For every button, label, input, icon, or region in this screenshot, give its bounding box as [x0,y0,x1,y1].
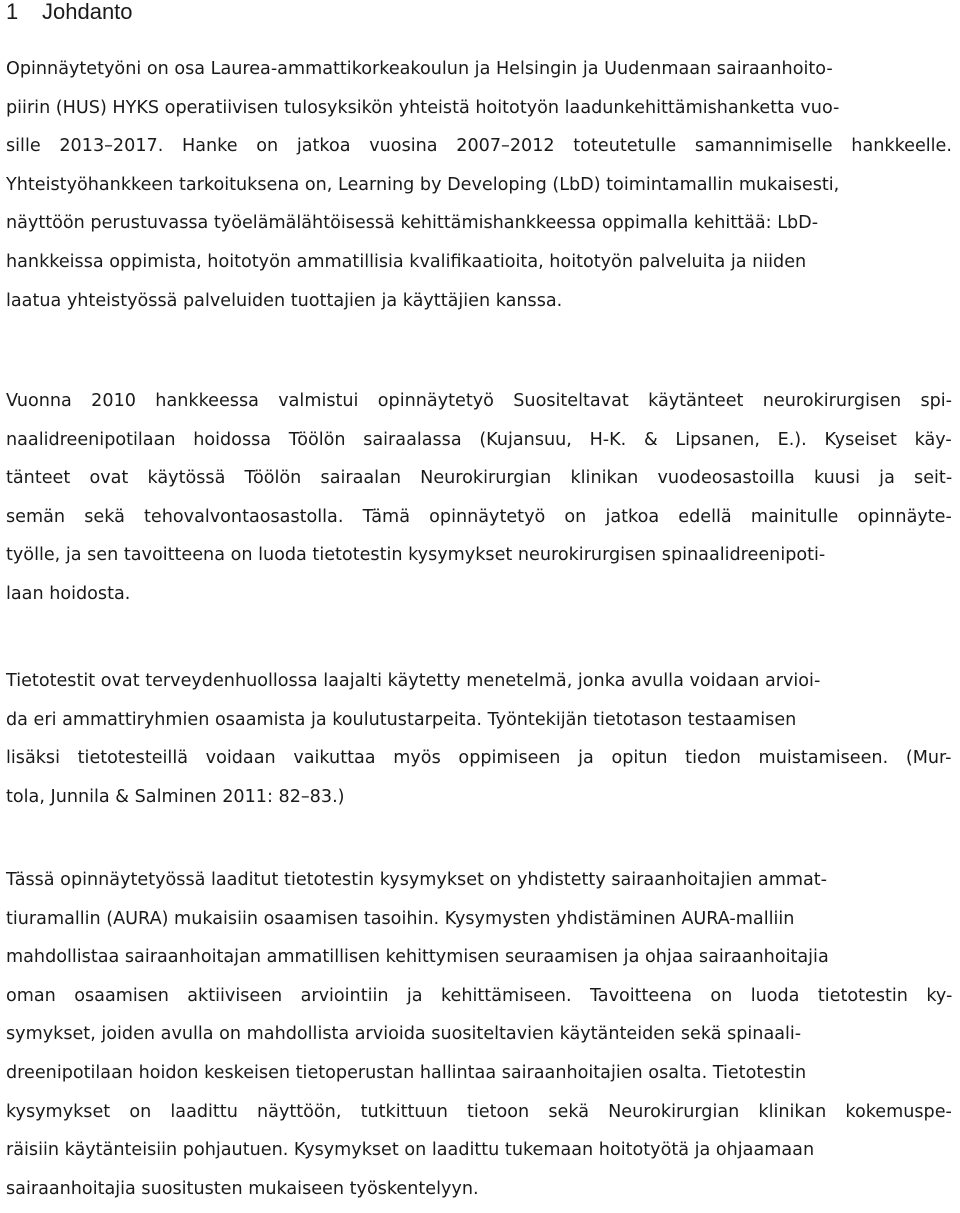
text-line: oman osaamisen aktiiviseen arviointiin ja kehittämiseen. Tavoitteena on luoda tietotestin ky- [6,985,953,1006]
text-line: räisiin käytänteisiin pohjautuen. Kysymykset on laadittu tukemaan hoitotyötä ja ohjaamaan [6,1140,815,1161]
text-line: Yhteistyöhankkeen tarkoituksena on, Learning by Developing (LbD) toimintamallin mukaisesti, [6,174,840,195]
text-line: Tässä opinnäytetyössä laaditut tietotestin kysymykset on yhdistetty sairaanhoitajien ammat- [6,870,828,890]
text-line: lisäksi tietotesteillä voidaan vaikuttaa myös oppimiseen ja opitun tiedon muistamiseen. (Mur- [6,748,952,769]
text-line: semän sekä tehovalvontaosastolla. Tämä opinnäytetyö on jatkoa edellä mainitulle opinnäyte- [6,506,952,527]
text-line: sille 2013–2017. Hanke on jatkoa vuosina 2007–2012 toteutetulle samannimiselle hankkeelle. [6,136,952,157]
chapter-title: Johdanto [42,0,133,24]
text-line: symykset, joiden avulla on mahdollista arvioida suositeltavien käytänteiden sekä spinaali- [6,1024,802,1045]
text-line: mahdollistaa sairaanhoitajan ammatillisen kehittymisen seuraamisen ja ohjaa sairaanhoitajia [6,947,829,968]
text-line: sairaanhoitajia suositusten mukaiseen työskentelyyn. [6,1178,479,1199]
text-line: näyttöön perustuvassa työelämälähtöisessä kehittämishankkeessa oppimalla kehittää: LbD- [6,213,819,234]
text-line: hankkeissa oppimista, hoitotyön ammatillisia kvalifikaatioita, hoitotyön palveluita ja niiden [6,252,807,272]
text-line: työlle, ja sen tavoitteena on luoda tietotestin kysymykset neurokirurgisen spinaalidreenipoti- [6,545,826,566]
document-page [6,0,954,1199]
text-line: kysymykset on laadittu näyttöön, tutkittuun tietoon sekä Neurokirurgian klinikan kokemuspe- [6,1101,952,1122]
text-line: tänteet ovat käytössä Töölön sairaalan Neurokirurgian klinikan vuodeosastoilla kuusi ja seit- [6,468,953,489]
chapter-heading [6,0,954,24]
text-line: naalidreenipotilaan hoidossa Töölön sairaalassa (Kujansuu, H-K. & Lipsanen, E.). Kyseiset käy- [6,429,952,450]
text-line: tola, Junnila & Salminen 2011: 82–83.) [6,786,345,807]
text-line: laatua yhteistyössä palveluiden tuottajien ja käyttäjien kanssa. [6,290,563,311]
text-line: piirin (HUS) HYKS operatiivisen tulosyksikön yhteistä hoitotyön laadunkehittämishanketta vuo- [6,97,840,118]
chapter-number: 1 [6,0,19,24]
text-line: Tietotestit ovat terveydenhuollossa laajalti käytetty menetelmä, jonka avulla voidaan arvioi- [6,671,821,691]
text-line: dreenipotilaan hoidon keskeisen tietoperustan hallintaa sairaanhoitajien osalta. Tietotestin [6,1063,807,1083]
text-line: Vuonna 2010 hankkeessa valmistui opinnäytetyö Suositeltavat käytänteet neurokirurgisen spi- [6,391,953,411]
text-line: Opinnäytetyöni on osa Laurea-ammattikorkeakoulun ja Helsingin ja Uudenmaan sairaanhoito- [6,59,833,79]
text-line: tiuramallin (AURA) mukaisiin osaamisen tasoihin. Kysymysten yhdistäminen AURA-malliin [6,908,795,929]
text-line: da eri ammattiryhmien osaamista ja koulutustarpeita. Työntekijän tietotason testaamisen [6,709,797,730]
text-line: laan hoidosta. [6,584,131,604]
